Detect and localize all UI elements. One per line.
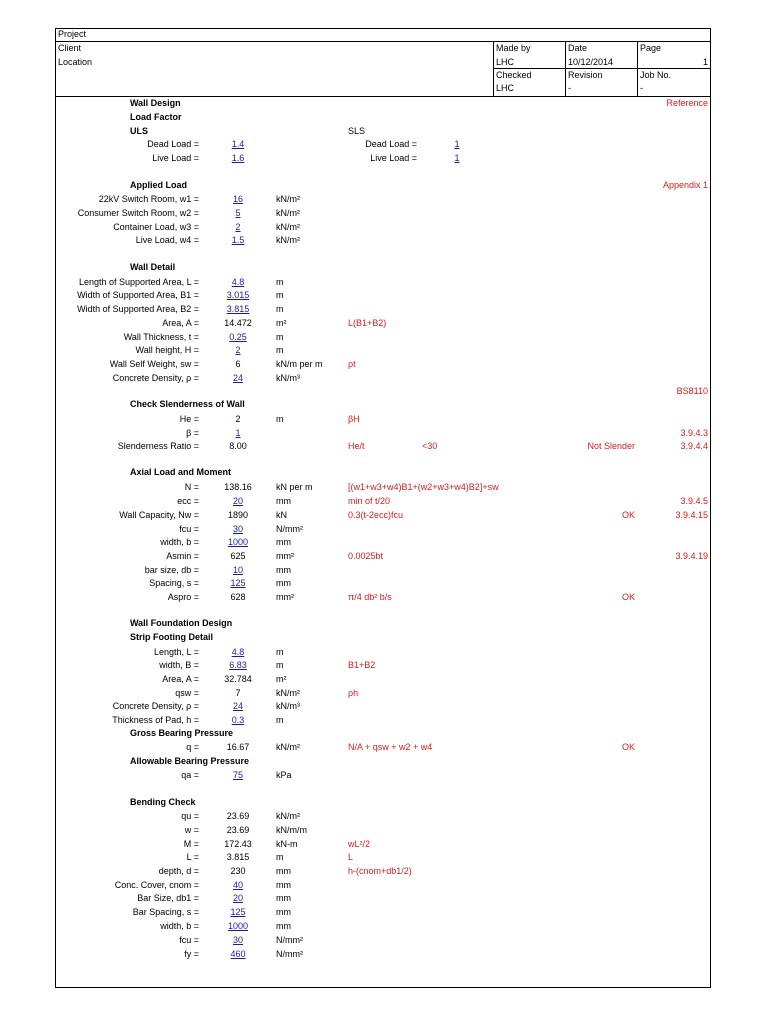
row-unit: N/mm² (276, 949, 303, 959)
row-label: Container Load, w3 = (113, 222, 199, 232)
row-limit: <30 (422, 441, 438, 451)
row-label: N = (184, 482, 199, 492)
uls-live-input[interactable]: 1.6 (231, 153, 245, 163)
row-label: Concrete Density, ρ = (112, 373, 199, 383)
row-unit: m (276, 304, 284, 314)
row-input-value[interactable]: 125 (230, 578, 246, 588)
row-formula: ρt (348, 359, 356, 369)
row-label: Concrete Density, ρ = (112, 701, 199, 711)
heading-sls: SLS (348, 126, 366, 136)
row-label: fcu = (179, 935, 199, 945)
row-label: width, b = (160, 537, 199, 547)
row-label: ecc = (177, 496, 199, 506)
row-label: Slenderness Ratio = (117, 441, 199, 451)
revision-value: - (568, 83, 571, 93)
row-reference: 3.9.4.4 (680, 441, 708, 451)
row-label: Spacing, s = (149, 578, 199, 588)
header-col-2 (565, 41, 566, 96)
row-label: Length, L = (154, 647, 199, 657)
row-unit: kN/m² (276, 235, 300, 245)
heading-slenderness: Check Slenderness of Wall (130, 399, 245, 409)
row-label: Bar Size, db1 = (137, 893, 199, 903)
row-input-value[interactable]: 24 (232, 701, 243, 711)
row-label: β = (186, 428, 199, 438)
row-input-value[interactable]: 460 (230, 949, 246, 959)
row-formula: h-(cnom+db1/2) (348, 866, 412, 876)
row-input-value[interactable]: 75 (232, 770, 243, 780)
header-divider-top (55, 41, 711, 42)
row-label: fy = (184, 949, 199, 959)
heading-foundation: Wall Foundation Design (130, 618, 233, 628)
row-label: Bar Spacing, s = (132, 907, 199, 917)
row-label: M = (183, 839, 199, 849)
row-unit: m (276, 332, 284, 342)
row-value: 1890 (227, 510, 249, 520)
row-reference: 3.9.4.19 (675, 551, 708, 561)
row-status: OK (621, 592, 635, 602)
row-unit: N/mm² (276, 524, 303, 534)
row-formula: B1+B2 (348, 660, 376, 670)
row-unit: mm (276, 880, 291, 890)
row-label: width, B = (159, 660, 199, 670)
heading-wall-detail: Wall Detail (130, 262, 176, 272)
row-unit: mm² (276, 592, 294, 602)
date-label: Date (568, 43, 588, 53)
sls-dead-label: Dead Load = (365, 139, 417, 149)
row-label: Conc. Cover, cnom = (114, 880, 199, 890)
row-unit: mm (276, 537, 291, 547)
row-unit: kN-m (276, 839, 298, 849)
row-formula: π/4 db² b/s (348, 592, 392, 602)
row-unit: kN/m² (276, 222, 300, 232)
row-label: fcu = (179, 524, 199, 534)
appendix-ref: Appendix 1 (662, 180, 708, 190)
row-label: Area, A = (162, 674, 199, 684)
row-unit: mm (276, 907, 291, 917)
row-unit: kN/m² (276, 208, 300, 218)
row-input-value[interactable]: 40 (232, 880, 243, 890)
row-input-value[interactable]: 1.5 (231, 235, 245, 245)
row-input-value[interactable]: 30 (232, 524, 243, 534)
project-label: Project (58, 29, 87, 39)
heading-load-factor: Load Factor (130, 112, 182, 122)
row-reference: 3.9.4.5 (680, 496, 708, 506)
date-value: 10/12/2014 (568, 57, 614, 67)
row-input-value[interactable]: 1 (235, 428, 241, 438)
row-unit: kN/m per m (276, 359, 323, 369)
row-label: L = (186, 852, 199, 862)
row-unit: m (276, 660, 284, 670)
row-formula: min of t/20 (348, 496, 391, 506)
row-label: Aspro = (167, 592, 199, 602)
made-by-value: LHC (496, 57, 515, 67)
reference-label: Reference (666, 98, 708, 108)
row-formula: L(B1+B2) (348, 318, 387, 328)
row-unit: mm (276, 496, 291, 506)
row-label: Wall height, H = (135, 345, 199, 355)
row-unit: m (276, 345, 284, 355)
heading-uls: ULS (130, 126, 148, 136)
row-status: Not Slender (587, 441, 635, 451)
row-reference: 3.9.4.3 (680, 428, 708, 438)
row-unit: m (276, 414, 284, 424)
row-unit: mm (276, 565, 291, 575)
row-unit: m (276, 647, 284, 657)
row-value: 3.815 (226, 852, 250, 862)
row-value: 8.00 (229, 441, 247, 451)
row-input-value[interactable]: 30 (232, 935, 243, 945)
heading-applied-load: Applied Load (130, 180, 187, 190)
row-value: 230 (230, 866, 246, 876)
row-label: Live Load, w4 = (135, 235, 199, 245)
row-value: 32.784 (224, 674, 252, 684)
row-input-value[interactable]: 20 (232, 893, 243, 903)
row-formula: 0.3(t-2ecc)fcu (348, 510, 404, 520)
heading-gross-bearing: Gross Bearing Pressure (130, 728, 234, 738)
row-input-value[interactable]: 16 (232, 194, 243, 204)
row-input-value[interactable]: 3.015 (226, 290, 250, 300)
row-reference: 3.9.4.15 (675, 510, 708, 520)
row-value: 625 (230, 551, 246, 561)
row-unit: m² (276, 318, 287, 328)
row-label: 22kV Switch Room, w1 = (98, 194, 199, 204)
row-formula: [(w1+w3+w4)B1+(w2+w3+w4)B2]+sw (348, 482, 499, 492)
header-divider-bottom (55, 96, 711, 97)
row-label: Asmin = (166, 551, 199, 561)
row-input-value[interactable]: 1000 (227, 921, 249, 931)
row-unit: kN (276, 510, 287, 520)
bs-ref: BS8110 (676, 386, 708, 396)
row-label: depth, d = (158, 866, 199, 876)
row-unit: kN/m² (276, 194, 300, 204)
row-value: 7 (235, 688, 241, 698)
header-col-1 (493, 41, 494, 96)
page-label: Page (640, 43, 662, 53)
row-unit: mm (276, 866, 291, 876)
row-unit: mm² (276, 551, 294, 561)
row-input-value[interactable]: 2 (235, 222, 241, 232)
row-unit: mm (276, 578, 291, 588)
row-unit: m (276, 715, 284, 725)
row-label: w = (184, 825, 199, 835)
row-input-value[interactable]: 6.83 (229, 660, 247, 670)
row-input-value[interactable]: 3.815 (226, 304, 250, 314)
row-unit: m (276, 290, 284, 300)
row-formula: wL²/2 (348, 839, 371, 849)
sls-dead-input[interactable]: 1 (454, 139, 460, 149)
row-label: He = (179, 414, 199, 424)
heading-strip-footing: Strip Footing Detail (130, 632, 213, 642)
row-value: 14.472 (224, 318, 252, 328)
row-formula: He/t (348, 441, 365, 451)
row-unit: mm (276, 921, 291, 931)
row-label: width, b = (160, 921, 199, 931)
row-unit: m (276, 852, 284, 862)
row-label: Width of Supported Area, B2 = (77, 304, 199, 314)
row-input-value[interactable]: 2 (235, 345, 241, 355)
row-formula: ρh (348, 688, 359, 698)
page-value: 1 (702, 57, 708, 67)
row-value: 23.69 (226, 825, 250, 835)
row-label: Wall Thickness, t = (123, 332, 199, 342)
row-unit: kN per m (276, 482, 313, 492)
heading-allowable-bearing: Allowable Bearing Pressure (130, 756, 250, 766)
row-unit: m (276, 277, 284, 287)
row-formula: N/A + qsw + w2 + w4 (348, 742, 433, 752)
row-input-value[interactable]: 10 (232, 565, 243, 575)
row-value: 628 (230, 592, 246, 602)
row-label: Thickness of Pad, h = (112, 715, 199, 725)
row-input-value[interactable]: 24 (232, 373, 243, 383)
row-status: OK (621, 510, 635, 520)
row-unit: kN/m³ (276, 373, 300, 383)
sls-live-input[interactable]: 1 (454, 153, 460, 163)
row-value: 138.16 (224, 482, 252, 492)
row-label: Area, A = (162, 318, 199, 328)
jobno-value: - (640, 83, 643, 93)
row-unit: N/mm² (276, 935, 303, 945)
heading-wall-design: Wall Design (130, 98, 181, 108)
sls-live-label: Live Load = (370, 153, 417, 163)
heading-bending-check: Bending Check (130, 797, 196, 807)
row-label: Width of Supported Area, B1 = (77, 290, 199, 300)
row-label: q = (186, 742, 199, 752)
uls-live-label: Live Load = (152, 153, 199, 163)
heading-axial: Axial Load and Moment (130, 467, 232, 477)
row-input-value[interactable]: 0.25 (229, 332, 247, 342)
row-label: Consumer Switch Room, w2 = (77, 208, 199, 218)
row-formula: L (348, 852, 354, 862)
row-input-value[interactable]: 0.3 (231, 715, 245, 725)
row-value: 172.43 (224, 839, 252, 849)
checked-label: Checked (496, 70, 532, 80)
row-label: qsw = (175, 688, 199, 698)
row-label: Wall Self Weight, sw = (109, 359, 199, 369)
row-label: bar size, db = (144, 565, 199, 575)
row-status: OK (621, 742, 635, 752)
row-input-value[interactable]: 125 (230, 907, 246, 917)
row-label: Length of Supported Area, L = (78, 277, 199, 287)
header-col-3 (637, 41, 638, 96)
row-formula: βH (348, 414, 360, 424)
row-unit: kN/m² (276, 688, 300, 698)
header-divider-mid (493, 68, 711, 69)
row-value: 16.67 (226, 742, 250, 752)
uls-dead-input[interactable]: 1.4 (231, 139, 245, 149)
row-unit: kN/m² (276, 811, 300, 821)
location-label: Location (58, 57, 93, 67)
row-unit: kN/m² (276, 742, 300, 752)
row-label: qa = (181, 770, 199, 780)
row-label: Wall Capacity, Nw = (119, 510, 199, 520)
revision-label: Revision (568, 70, 603, 80)
jobno-label: Job No. (640, 70, 672, 80)
row-unit: kN/m³ (276, 701, 300, 711)
row-unit: m² (276, 674, 287, 684)
row-unit: kN/m/m (276, 825, 307, 835)
row-input-value[interactable]: 1000 (227, 537, 249, 547)
uls-dead-label: Dead Load = (147, 139, 199, 149)
client-label: Client (58, 43, 82, 53)
row-unit: kPa (276, 770, 292, 780)
row-value: 23.69 (226, 811, 250, 821)
row-label: qu = (181, 811, 199, 821)
row-unit: mm (276, 893, 291, 903)
row-value: 2 (235, 414, 241, 424)
row-input-value[interactable]: 4.8 (231, 647, 245, 657)
row-input-value[interactable]: 20 (232, 496, 243, 506)
made-by-label: Made by (496, 43, 531, 53)
row-input-value[interactable]: 5 (235, 208, 241, 218)
row-value: 6 (235, 359, 241, 369)
checked-value: LHC (496, 83, 515, 93)
row-input-value[interactable]: 4.8 (231, 277, 245, 287)
row-formula: 0.0025bt (348, 551, 384, 561)
